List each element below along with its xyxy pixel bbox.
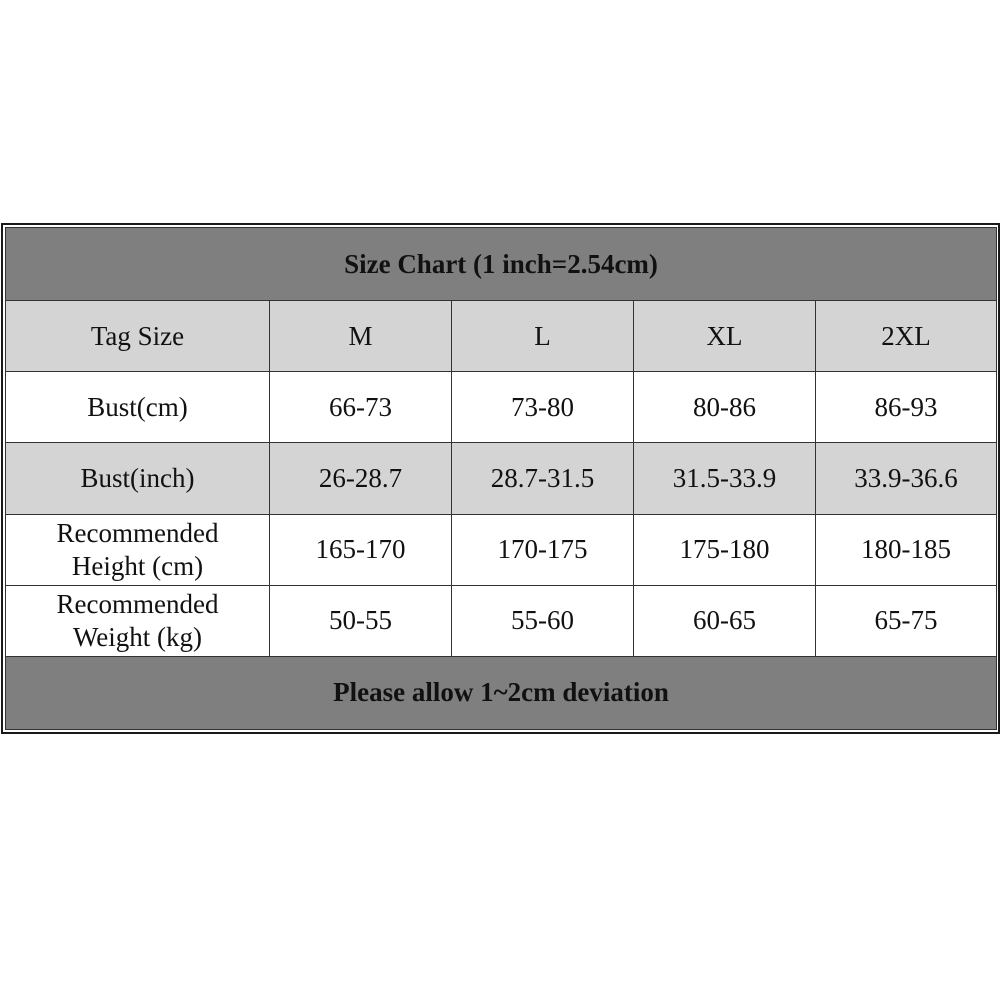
row-label-bust-cm: Bust(cm) <box>6 372 270 443</box>
row-label-bust-inch: Bust(inch) <box>6 443 270 514</box>
table-cell: 26-28.7 <box>270 443 452 514</box>
header-row <box>6 301 997 372</box>
size-chart-table <box>5 227 997 730</box>
table-row-height <box>6 514 997 585</box>
size-header-l: L <box>452 301 634 372</box>
row-label-line: Recommended <box>56 588 219 619</box>
table-cell: 50-55 <box>270 585 452 656</box>
table-cell: 80-86 <box>634 372 816 443</box>
table-cell: 66-73 <box>270 372 452 443</box>
table-cell: 86-93 <box>816 372 997 443</box>
table-cell: 55-60 <box>452 585 634 656</box>
table-cell: 175-180 <box>634 514 816 585</box>
table-cell: 60-65 <box>634 585 816 656</box>
table-row-weight <box>6 585 997 656</box>
size-header-2xl: 2XL <box>816 301 997 372</box>
table-cell: 170-175 <box>452 514 634 585</box>
table-cell: 31.5-33.9 <box>634 443 816 514</box>
row-label-line: Recommended <box>56 517 219 548</box>
chart-footer-note: Please allow 1~2cm deviation <box>6 656 997 729</box>
size-header-xl: XL <box>634 301 816 372</box>
table-cell: 180-185 <box>816 514 997 585</box>
row-label-tag-size: Tag Size <box>6 301 270 372</box>
size-header-m: M <box>270 301 452 372</box>
table-cell: 65-75 <box>816 585 997 656</box>
table-row-bust-cm <box>6 372 997 443</box>
table-cell: 33.9-36.6 <box>816 443 997 514</box>
table-cell: 165-170 <box>270 514 452 585</box>
row-label-line: Height (cm) <box>71 550 204 581</box>
table-cell: 73-80 <box>452 372 634 443</box>
row-label-weight <box>6 585 270 656</box>
chart-title: Size Chart (1 inch=2.54cm) <box>6 228 997 301</box>
row-label-height <box>6 514 270 585</box>
size-chart <box>1 223 1000 734</box>
table-cell: 28.7-31.5 <box>452 443 634 514</box>
table-row-bust-inch <box>6 443 997 514</box>
row-label-line: Weight (kg) <box>72 621 203 652</box>
